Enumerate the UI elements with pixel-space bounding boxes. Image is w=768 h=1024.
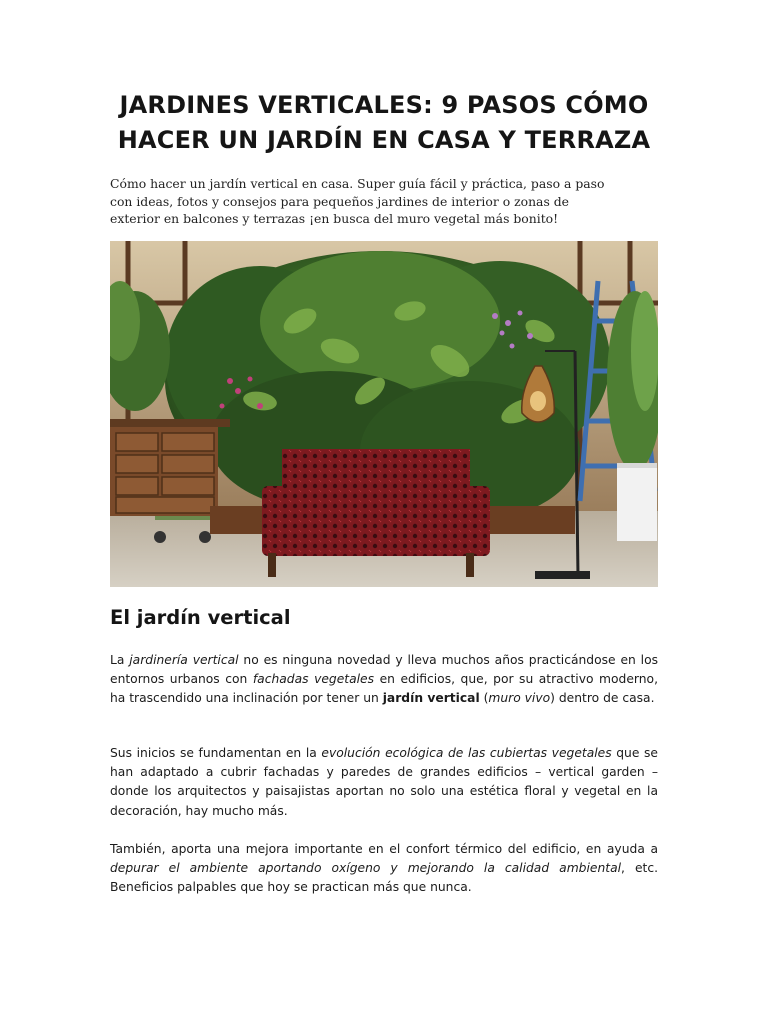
body-paragraph-2	[110, 744, 658, 821]
p1-italic-3: muro vivo	[488, 691, 551, 706]
p1-italic-2: fachadas vegetales	[252, 672, 375, 687]
p1-text-5: ) dentro de casa.	[550, 691, 655, 706]
intro-paragraph: Cómo hacer un jardín vertical en casa. Super guía fácil y práctica, paso a paso con ideas, fotos y consejos para pequeños jardines de interior o zonas de exterior en balcones y terrazas ¡en busca del muro vegetal más bonito!	[110, 176, 605, 226]
p3-text-1: También, aporta una mejora importante en el confort térmico del edificio, en ayuda a	[110, 842, 658, 856]
vertical-garden-photo	[110, 241, 658, 587]
p3-italic-1: depurar el ambiente aportando oxígeno y mejorando la calidad ambiental	[110, 861, 622, 876]
section-heading: El jardín vertical	[110, 606, 291, 629]
p1-text-1: La	[110, 653, 130, 667]
p1-bold-1: jardín vertical	[382, 691, 480, 706]
p2-italic-1: evolución ecológica de las cubiertas vegetales	[321, 746, 612, 760]
body-paragraph-1	[110, 651, 658, 709]
p2-text-1: Sus inicios se fundamentan en la	[110, 746, 322, 760]
p2-text-2: que se han adaptado a cubrir fachadas y paredes de grandes edificios – vertical garden – donde los arquitectos y paisajistas aportan no solo una estética floral y vegetal en la decoración, hay mucho más.	[110, 746, 658, 818]
p3-text-2: , etc. Beneficios palpables que hoy se practican más que nunca.	[110, 861, 659, 895]
body-paragraph-3	[110, 840, 658, 898]
article-title: JARDINES VERTICALES: 9 PASOS CÓMO HACER UN JARDÍN EN CASA Y TERRAZA	[117, 91, 651, 154]
p1-text-4: (	[479, 691, 489, 706]
p1-text-3: en edificios, que, por su atractivo moderno, ha trascendido una inclinación por tener un	[110, 672, 658, 706]
p1-italic-1: jardinería vertical	[129, 653, 239, 667]
p1-text-2: no es ninguna novedad y lleva muchos años practicándose en los entornos urbanos con	[110, 653, 659, 687]
